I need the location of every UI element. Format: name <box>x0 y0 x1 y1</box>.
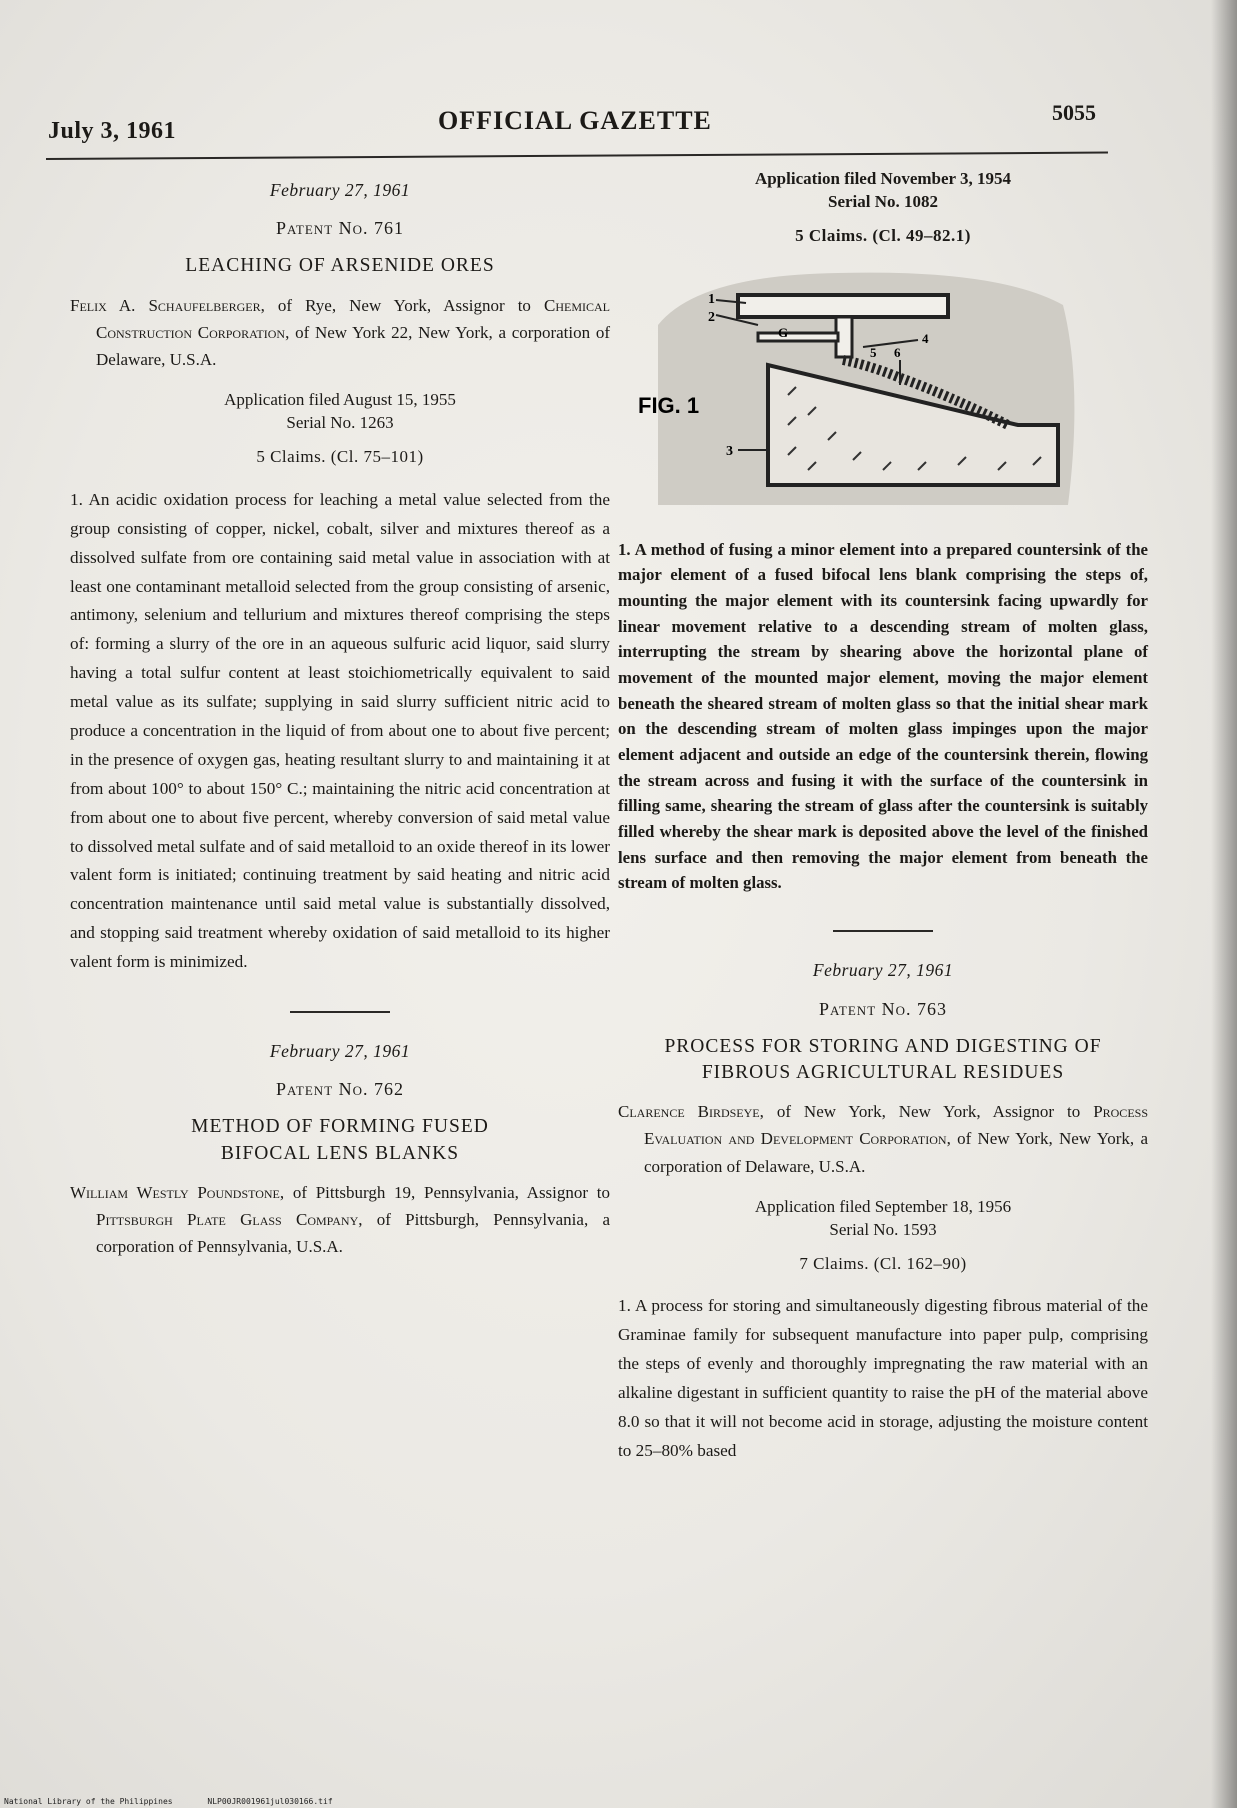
patent-762-assignee: Pittsburgh Plate Glass Company <box>96 1210 359 1230</box>
patent-762-title: METHOD OF FORMING FUSED BIFOCAL LENS BLANKS <box>191 1116 489 1164</box>
figure-shear-blade <box>758 333 838 341</box>
patent-762-figure <box>638 265 1078 515</box>
patent-763-number: Patent No. 763 <box>818 998 948 1019</box>
scan-edge-shadow <box>1211 0 1237 1808</box>
patent-762-assignor <box>70 1179 610 1261</box>
patent-761-entry <box>70 178 610 977</box>
right-column <box>618 168 1148 1466</box>
patent-762-assignee-rest: , of Pittsburgh, Pennsylvania, a corporation of Pennsylvania, U.S.A. <box>96 1210 610 1257</box>
patent-761-serial: Serial No. 1263 <box>286 413 394 433</box>
patent-761-inventor-rest: , of Rye, New York, Assignor to <box>260 295 544 315</box>
patent-763-claims: 7 Claims. (Cl. 162–90) <box>799 1253 967 1273</box>
header-page-number: 5055 <box>1052 100 1096 125</box>
figure-ref-1: 1 <box>708 291 715 307</box>
patent-762-claim-text: 1. A method of fusing a minor element into a prepared countersink of the major element of a fused bifocal lens blank comprising the steps of, mounting the major element with its countersink facing upwardly for linear movement relative to a descending stream of molten glass, interrupting the stream by shearing above the horizontal plane of movement of the mounted major element, moving the major element beneath the sheared stream of molten glass so that the initial shear mark on the descending stream of molten glass impinges upon the major element adjacent and outside an edge of the countersink therein, flowing the stream across and fusing it with the surface of the countersink in filling same, shearing the stream of glass after the countersink is suitably filled whereby the shear mark is deposited above the level of the finished lens surface and then removing the major element from beneath the stream of molten glass. <box>618 539 1148 893</box>
figure-label: FIG. 1 <box>638 392 700 418</box>
patent-762-claims: 5 Claims. (Cl. 49–82.1) <box>795 225 971 245</box>
patent-761-assignee-rest: , of New York 22, New York, a corporation of Delaware, U.S.A. <box>96 322 611 370</box>
patent-763-serial: Serial No. 1593 <box>829 1219 937 1239</box>
patent-763-entry <box>618 958 1148 1466</box>
patent-separator-2 <box>833 930 933 932</box>
patent-761-assignor <box>70 292 610 374</box>
patent-762-serial: Serial No. 1082 <box>827 191 939 211</box>
figure-ref-3: 3 <box>726 443 733 459</box>
patent-762-number: Patent No. 762 <box>275 1079 405 1100</box>
figure-ref-4: 4 <box>922 330 929 346</box>
patent-761-filed: Application filed August 15, 1955 <box>224 390 456 410</box>
patent-763-title: PROCESS FOR STORING AND DIGESTING OF FIBROUS AGRICULTURAL RESIDUES <box>664 1035 1102 1083</box>
figure-top-plate <box>738 295 948 317</box>
patent-763-claim-text: 1. A process for storing and simultaneously digesting fibrous material of the Graminae family for subsequent manufacture into paper pulp, comprising the steps of evenly and thoroughly impregnating the raw material with an alkaline digestant in sufficient quantity to raise the pH of the material above 8.0 so that it will not become acid in storage, adjusting the moisture content to 25–80% based <box>618 1296 1148 1460</box>
patent-762-entry <box>70 1039 610 1261</box>
patent-762-inventor: William Westly Poundstone <box>70 1183 280 1203</box>
header-title: OFFICIAL GAZETTE <box>438 106 712 135</box>
figure-ref-5: 5 <box>870 344 877 360</box>
header-date <box>48 118 176 145</box>
patent-763-inventor-rest: , of New York, New York, Assignor to <box>759 1102 1094 1122</box>
figure-ref-g: G <box>778 324 789 340</box>
patent-762-date: February 27, 1961 <box>269 1041 411 1061</box>
patent-763-filed: Application filed September 18, 1956 <box>754 1196 1012 1216</box>
patent-762-inventor-rest: , of Pittsburgh 19, Pennsylvania, Assignor to <box>279 1183 610 1203</box>
patent-763-date: February 27, 1961 <box>812 960 954 981</box>
lens-blank-drawing <box>638 265 1078 515</box>
footer-file: NLP00JR001961jul030166.tif <box>207 1797 333 1806</box>
patent-763-assignee: Process Evaluation and Development Corporation <box>644 1102 1148 1149</box>
patent-763-assignee-rest: , of New York, New York, a corporation of Delaware, U.S.A. <box>644 1129 1148 1176</box>
scan-footer <box>4 1797 363 1806</box>
patent-761-number: Patent No. 761 <box>275 218 405 239</box>
patent-761-inventor: Felix A. Schaufelberger <box>70 295 261 315</box>
header-date-rest: 3, 1961 <box>100 118 177 144</box>
patent-761-claims: 5 Claims. (Cl. 75–101) <box>256 447 424 467</box>
patent-762-filed: Application filed November 3, 1954 <box>754 169 1012 188</box>
patent-761-title: LEACHING OF ARSENIDE ORES <box>185 255 495 277</box>
left-column <box>70 178 610 1277</box>
patent-762-continued <box>618 168 1148 896</box>
patent-separator-1 <box>290 1011 390 1013</box>
header-date-month: July <box>48 118 95 144</box>
patent-763-inventor: Clarence Birdseye <box>618 1102 760 1122</box>
figure-ref-2: 2 <box>708 309 715 325</box>
patent-761-assignee: Chemical Construction Corporation <box>96 295 610 342</box>
footer-library: National Library of the Philippines <box>4 1797 173 1806</box>
figure-ref-6: 6 <box>894 344 901 360</box>
patent-761-date: February 27, 1961 <box>269 180 411 200</box>
patent-761-claim-text: 1. An acidic oxidation process for leaching a metal value selected from the group consisting of copper, nickel, cobalt, silver and mixtures thereof as a dissolved sulfate from ore containing said metal value in association with at least one contaminant metalloid selected from the group consisting of arsenic, antimony, selenium and tellurium and mixtures thereof comprising the steps of: forming a slurry of the ore in an aqueous sulfuric acid liquor, said slurry having a total sulfur content at least stoichiometrically equivalent to said metal value as its sulfate; supplying in said slurry sufficient nitric acid to produce a concentration in the liquid of from about one to about five percent; in the presence of oxygen gas, heating resultant slurry to and maintaining it at from about 100° to about 150° C.; maintaining the nitric acid concentration at from about one to about five percent, whereby conversion of said metal value to dissolved metal sulfate and of said metalloid to an oxide thereof in its lower valent form is initiated; continuing treatment by said heating and nitric acid concentration maintenance until said metal value is substantially dissolved, and stopping said treatment whereby oxidation of said metalloid to its higher valent form is minimized. <box>70 489 610 972</box>
patent-763-assignor <box>618 1098 1148 1180</box>
